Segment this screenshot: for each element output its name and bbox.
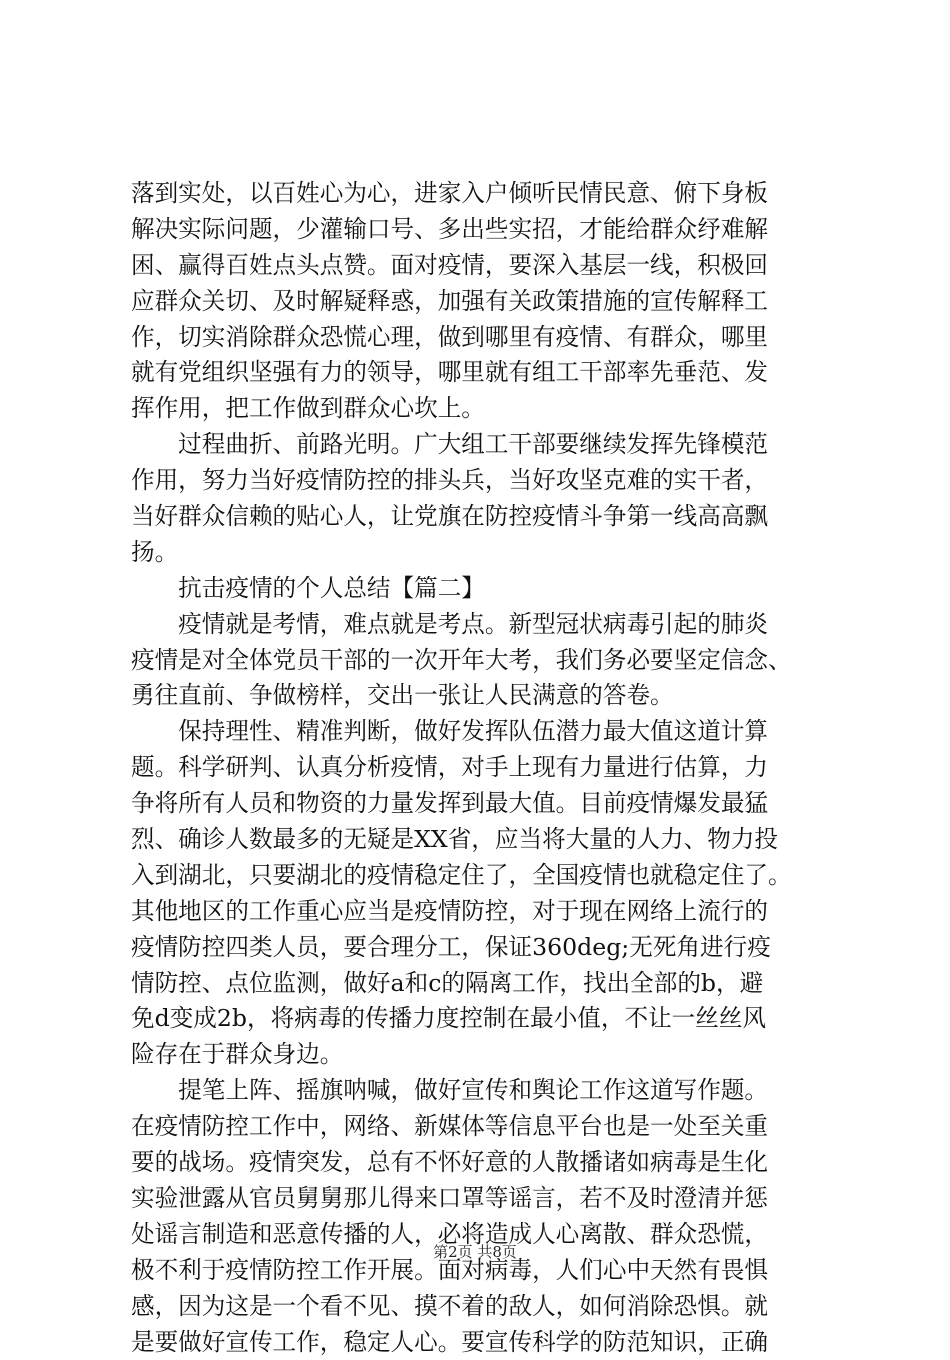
text-line: 极不利于疫情防控工作开展。面对病毒，人们心中天然有畏惧 [131, 1253, 831, 1289]
text-line: 作用，努力当好疫情防控的排头兵，当好攻坚克难的实干者， [131, 463, 831, 499]
text-line: 挥作用，把工作做到群众心坎上。 [131, 391, 831, 427]
text-line: 入到湖北，只要湖北的疫情稳定住了，全国疫情也就稳定住了。 [131, 858, 831, 894]
section-heading: 抗击疫情的个人总结【篇二】 [131, 571, 831, 607]
text-line: 要的战场。疫情突发，总有不怀好意的人散播诸如病毒是生化 [131, 1145, 831, 1181]
text-line: 疫情是对全体党员干部的一次开年大考，我们务必要坚定信念、 [131, 643, 831, 679]
text-line: 烈、确诊人数最多的无疑是XX省，应当将大量的人力、物力投 [131, 822, 831, 858]
text-line: 险存在于群众身边。 [131, 1037, 831, 1073]
text-line: 过程曲折、前路光明。广大组工干部要继续发挥先锋模范 [131, 427, 831, 463]
text-line: 提笔上阵、摇旗呐喊，做好宣传和舆论工作这道写作题。 [131, 1073, 831, 1109]
text-line: 疫情就是考情，难点就是考点。新型冠状病毒引起的肺炎 [131, 607, 831, 643]
text-line: 困、赢得百姓点头点赞。面对疫情，要深入基层一线，积极回 [131, 248, 831, 284]
page-number-footer: 第2页 共8页 [0, 1241, 950, 1262]
text-line: 感，因为这是一个看不见、摸不着的敌人，如何消除恐惧。就 [131, 1289, 831, 1325]
text-line: 就有党组织坚强有力的领导，哪里就有组工干部率先垂范、发 [131, 355, 831, 391]
text-line: 应群众关切、及时解疑释惑，加强有关政策措施的宣传解释工 [131, 284, 831, 320]
text-line: 扬。 [131, 535, 831, 571]
text-line: 解决实际问题，少灌输口号、多出些实招，才能给群众纾难解 [131, 212, 831, 248]
text-line: 落到实处，以百姓心为心，进家入户倾听民情民意、俯下身板 [131, 176, 831, 212]
text-line: 免d变成2b，将病毒的传播力度控制在最小值，不让一丝丝风 [131, 1001, 831, 1037]
text-line: 作，切实消除群众恐慌心理，做到哪里有疫情、有群众，哪里 [131, 320, 831, 356]
text-line: 保持理性、精准判断，做好发挥队伍潜力最大值这道计算 [131, 714, 831, 750]
text-line: 是要做好宣传工作，稳定人心。要宣传科学的防范知识，正确 [131, 1325, 831, 1360]
text-line: 情防控、点位监测，做好a和c的隔离工作，找出全部的b，避 [131, 966, 831, 1002]
document-body [131, 176, 831, 1360]
text-line: 疫情防控四类人员，要合理分工，保证360deg;无死角进行疫 [131, 930, 831, 966]
text-line: 题。科学研判、认真分析疫情，对手上现有力量进行估算，力 [131, 750, 831, 786]
text-line: 勇往直前、争做榜样，交出一张让人民满意的答卷。 [131, 678, 831, 714]
text-line: 争将所有人员和物资的力量发挥到最大值。目前疫情爆发最猛 [131, 786, 831, 822]
text-line: 处谣言制造和恶意传播的人，必将造成人心离散、群众恐慌， [131, 1217, 831, 1253]
text-line: 当好群众信赖的贴心人，让党旗在防控疫情斗争第一线高高飘 [131, 499, 831, 535]
text-line: 在疫情防控工作中，网络、新媒体等信息平台也是一处至关重 [131, 1109, 831, 1145]
text-line: 其他地区的工作重心应当是疫情防控，对于现在网络上流行的 [131, 894, 831, 930]
text-line: 实验泄露从官员舅舅那儿得来口罩等谣言，若不及时澄清并惩 [131, 1181, 831, 1217]
